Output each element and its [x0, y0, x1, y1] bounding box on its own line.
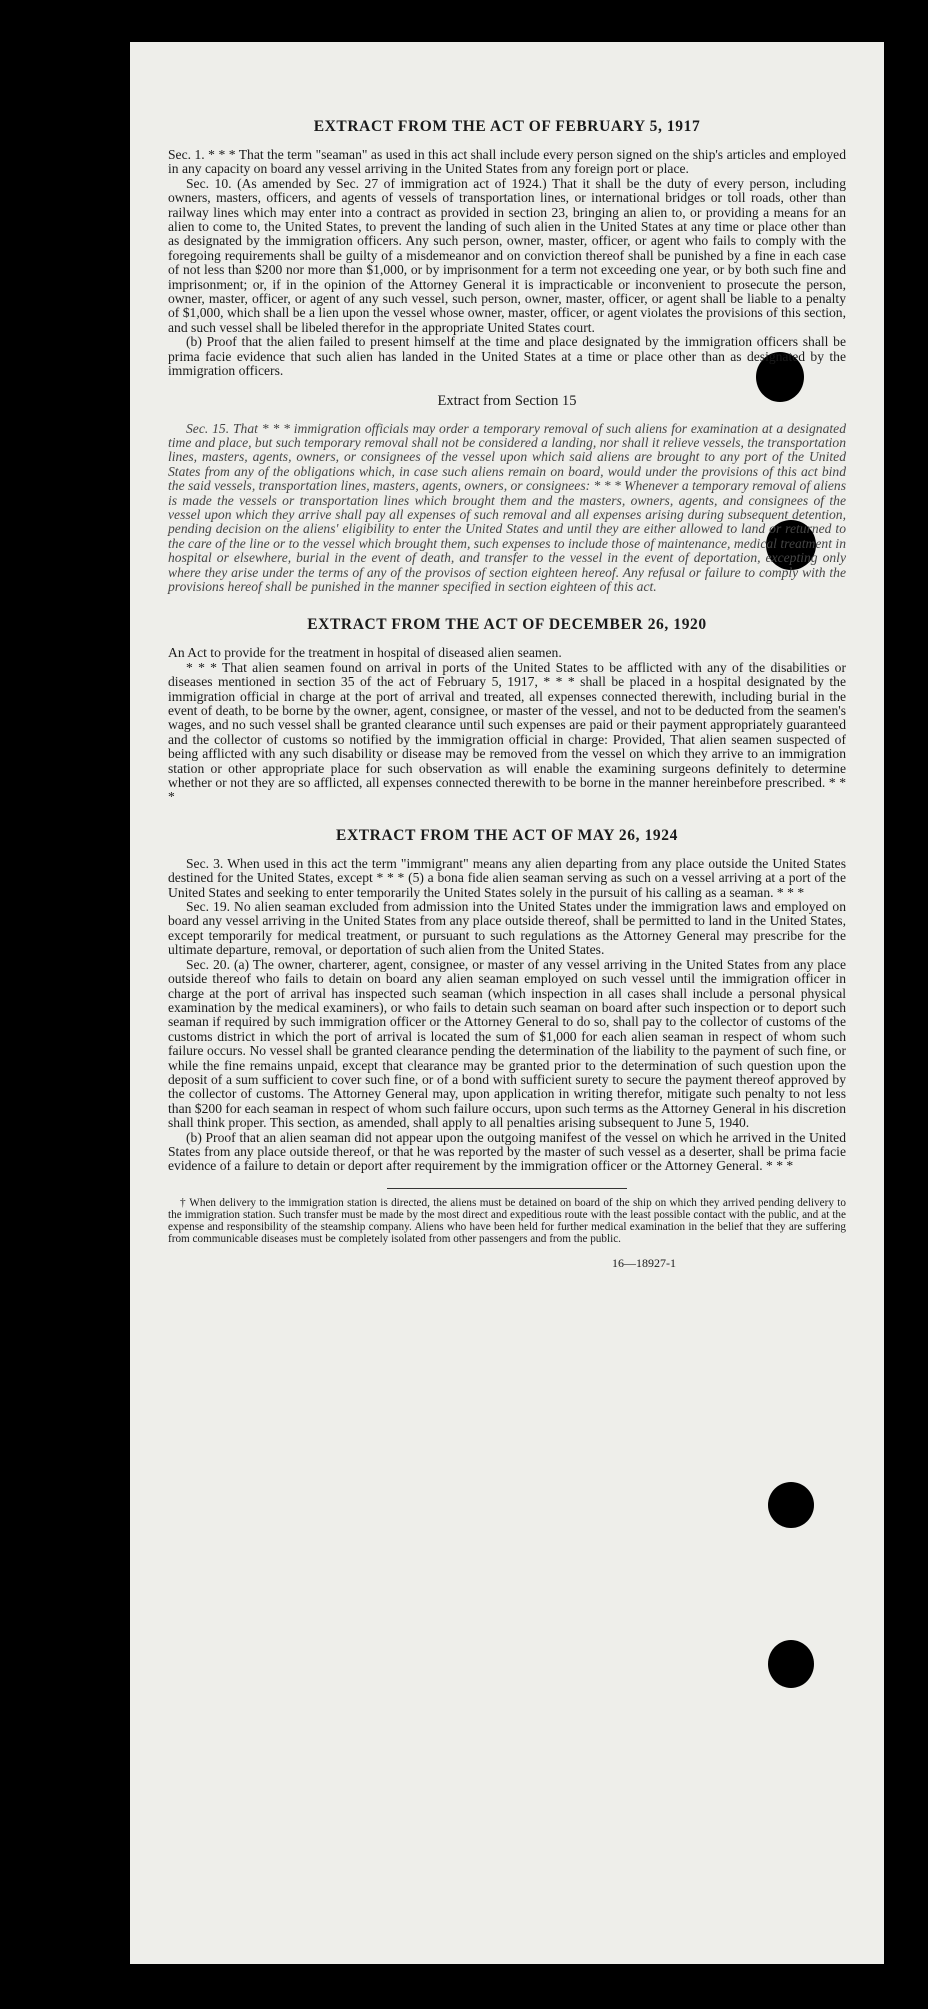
section-1: Sec. 1. * * * That the term "seaman" as used in this act shall include every person signed on the ship's articles and employed in any capacity on board any vessel arriving in the United States from any foreign port or place.	[168, 147, 846, 177]
heading-section-15: Extract from Section 15	[437, 392, 577, 409]
heading-act-1917: EXTRACT FROM THE ACT OF FEBRUARY 5, 1917	[313, 118, 701, 135]
footnote-divider	[387, 1188, 627, 1189]
document-body	[168, 118, 846, 1271]
section-20-a: Sec. 20. (a) The owner, charterer, agent, consignee, or master of any vessel arriving in the United States from any place outside thereof who fails to detain on board any alien seaman employed on such vessel until the immigration officer in charge at the port of arrival has inspected such seaman (which inspection in all cases shall include a personal physical examination by the medical examiners), or who fails to detain such seaman on board after such inspection or to deport such seaman if required by such immigration officer or the Attorney General to do so, shall pay to the collector of customs of the customs district in which the port of arrival is located the sum of $1,000 for each alien seaman in respect of whom such failure occurs. No vessel shall be granted clearance pending the determination of the liability to the payment of such fine, or while the fine remains unpaid, except that clearance may be granted prior to the determination of such question upon the deposit of a sum sufficient to cover such fine, or of a bond with sufficient surety to secure the payment thereof approved by the collector of customs. The Attorney General may, upon application in writing therefor, mitigate such penalty to not less than $200 for each seaman in respect of whom such failure occurs, upon such terms as the Attorney General in his discretion shall think proper. This section, as amended, shall apply to all penalties arising subsequent to June 5, 1940.	[168, 956, 846, 1131]
heading-act-1920: EXTRACT FROM THE ACT OF DECEMBER 26, 1920	[307, 616, 707, 634]
act-1920-title: An Act to provide for the treatment in hospital of diseased alien seamen.	[168, 645, 562, 661]
footnote: † When delivery to the immigration station is directed, the aliens must be detained on board of the ship on which they arrived pending delivery to the immigration station. Such transfer must be made by the most direct and expeditious route with the least possible contact with the public, and at the expense and responsibility of the steamship company. Aliens who have been held for further medical examination in the belief that they are suffering from communicable diseases must be completely isolated from other passengers and from the public.	[168, 1196, 846, 1246]
section-19: Sec. 19. No alien seaman excluded from admission into the United States under the immigration laws and employed on board any vessel arriving in the United States from any place outside thereof, shall be permitted to land in the United States, except temporarily for medical treatment, or pursuant to such regulations as the Attorney General may prescribe for the ultimate departure, removal, or deportation of such alien from the United States.	[168, 899, 846, 958]
document-page	[130, 42, 884, 1964]
section-15: Sec. 15. That * * * immigration officials may order a temporary removal of such aliens for examination at a designated time and place, but such temporary removal shall not be considered a landing, nor shall it relieve vessels, the transportation lines, masters, agents, owners, or consignees of the vessel upon which said aliens are brought to any port of the United States from any of the obligations which, in case such aliens remain on board, would under the provisions of this act bind the said vessels, transportation lines, masters, agents, owners, or consignees: * * * Whenever a temporary removal of aliens is made the vessels or transportation lines which brought them and the masters, owners, agents, and consignees of the vessel upon which they arrive shall pay all expenses of such removal and all expenses arising during subsequent detention, pending decision on the aliens' eligibility to enter the United States and until they are either allowed to land or returned to the care of the line or to the vessel which brought them, such expenses to include those of maintenance, medical treatment in hospital or elsewhere, burial in the event of death, and transfer to the vessel in the event of deportation, excepting only where they arise under the terms of any of the provisos of section eighteen hereof. Any refusal or failure to comply with the provisions hereof shall be punished in the manner specified in section eighteen of this act.	[168, 420, 846, 594]
section-3: Sec. 3. When used in this act the term "immigrant" means any alien departing from any place outside the United States destined for the United States, except * * * (5) a bona fide alien seaman serving as such on a vessel arriving at a port of the United States and seeking to enter temporarily the United States solely in the pursuit of his calling as a seaman. * * *	[168, 855, 846, 900]
act-1920-text: * * * That alien seamen found on arrival in ports of the United States to be afflicted with any of the disabilities or diseases mentioned in section 35 of the act of February 5, 1917, * * * shall be placed in a hospital designated by the immigration official in charge at the port of arrival and treated, all expenses connected therewith, including burial in the event of death, to be borne by the owner, agent, consignee, or master of the vessel, and not to be deducted from the seamen's wages, and no such vessel shall be granted clearance until such expenses are paid or their payment appropriately guaranteed and the collector of customs so notified by the immigration official in charge: Provided, That alien seamen suspected of being afflicted with any such disability or disease may be removed from the vessel on which they arrive to an immigration station or other appropriate place for such observation as will enable the examining surgeons definitely to determine whether or not they are so afflicted, all expenses connected therewith to be borne in the manner hereinbefore prescribed. * * *	[168, 659, 846, 805]
section-10: Sec. 10. (As amended by Sec. 27 of immigration act of 1924.) That it shall be the duty of every person, including owners, masters, officers, and agents of vessels of transportation lines, or international bridges or toll roads, other than railway lines which may enter into a contract as provided in section 23, bringing an alien to, or providing a means for an alien to come to, the United States, to prevent the landing of such alien in the United States at any time or place other than as designated by the immigration officers. Any such person, owner, master, officer, or agent who fails to comply with the foregoing requirements shall be guilty of a misdemeanor and on conviction thereof shall be punished by a fine in each case of not less than $200 nor more than $1,000, or by imprisonment for a term not exceeding one year, or by both such fine and imprisonment; or, if in the opinion of the Attorney General it is impracticable or inconvenient to prosecute the person, owner, master, officer, or agent of any such vessel, such person, owner, master, officer, or agent shall be liable to a penalty of $1,000, which shall be a lien upon the vessel whose owner, master, officer, or agent violates the provisions of this section, and such vessel shall be libeled therefor in the appropriate United States court.	[168, 175, 846, 335]
punch-hole	[768, 1482, 814, 1528]
section-10-b: (b) Proof that the alien failed to present himself at the time and place designated by the immigration officers shall be prima facie evidence that such alien has landed in the United States at a time or place other than as designated by the immigration officers.	[168, 334, 846, 379]
heading-act-1924: EXTRACT FROM THE ACT OF MAY 26, 1924	[336, 826, 678, 844]
section-20-b: (b) Proof that an alien seaman did not appear upon the outgoing manifest of the vessel on which he arrived in the United States from any place outside thereof, or that he was reported by the master of such vessel as a deserter, shall be prima facie evidence of a failure to detain or deport after requirement by the immigration officer or the Attorney General. * * *	[168, 1129, 846, 1174]
punch-hole	[768, 1640, 814, 1688]
form-number: 16—18927-1	[612, 1255, 676, 1270]
